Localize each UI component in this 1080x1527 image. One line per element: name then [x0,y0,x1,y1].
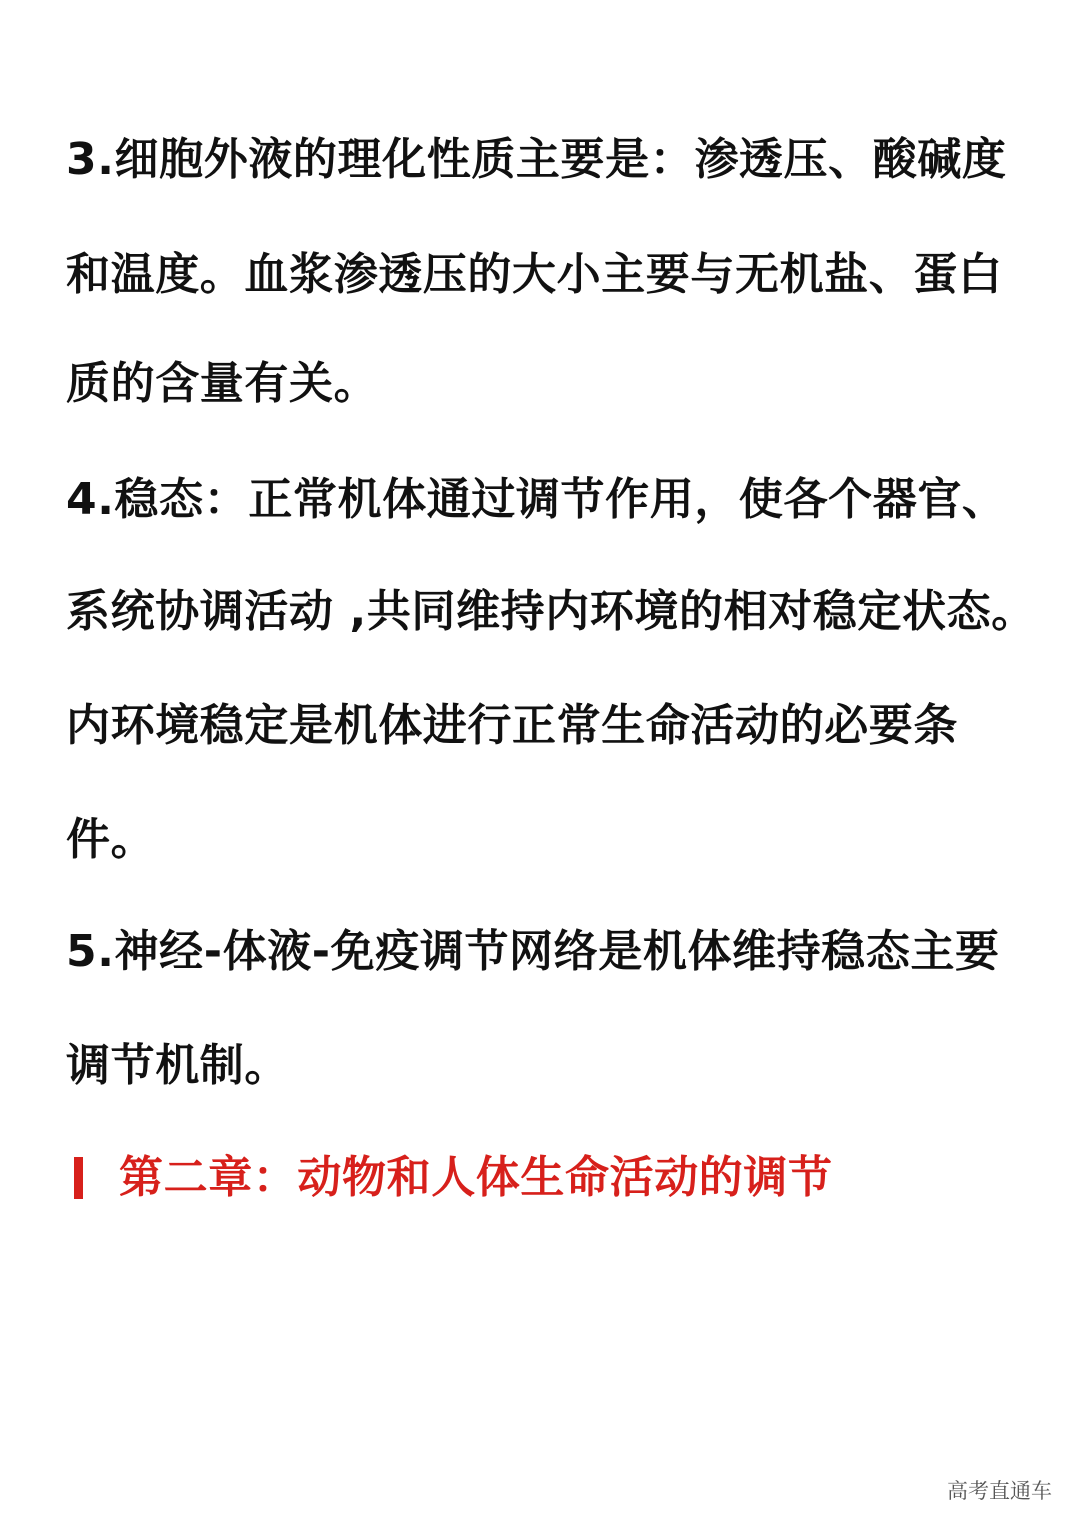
paragraph-5-line-2: 调节机制。 [66,1040,289,1091]
paragraph-4-line-2: 系统协调活动 ,共同维持内环境的相对稳定状态。 [66,586,1036,637]
paragraph-3-line-3: 质的含量有关。 [66,358,379,409]
paragraph-4-line-3: 内环境稳定是机体进行正常生命活动的必要条 [66,700,958,751]
section-heading [66,1148,833,1208]
section-heading-text: 第二章：动物和人体生命活动的调节 [119,1152,833,1203]
paragraph-3-line-1: 3.细胞外液的理化性质主要是：渗透压、酸碱度 [66,134,1007,185]
paragraph-5-line-1: 5.神经-体液-免疫调节网络是机体维持稳态主要 [66,926,1000,977]
paragraph-3-line-2: 和温度。血浆渗透压的大小主要与无机盐、蛋白 [66,249,1003,300]
watermark: 高考直通车 [947,1479,1052,1503]
heading-marker-bar [74,1157,83,1199]
paragraph-4-line-4: 件。 [66,814,156,865]
paragraph-4-line-1: 4.稳态：正常机体通过调节作用，使各个器官、 [66,474,1007,525]
